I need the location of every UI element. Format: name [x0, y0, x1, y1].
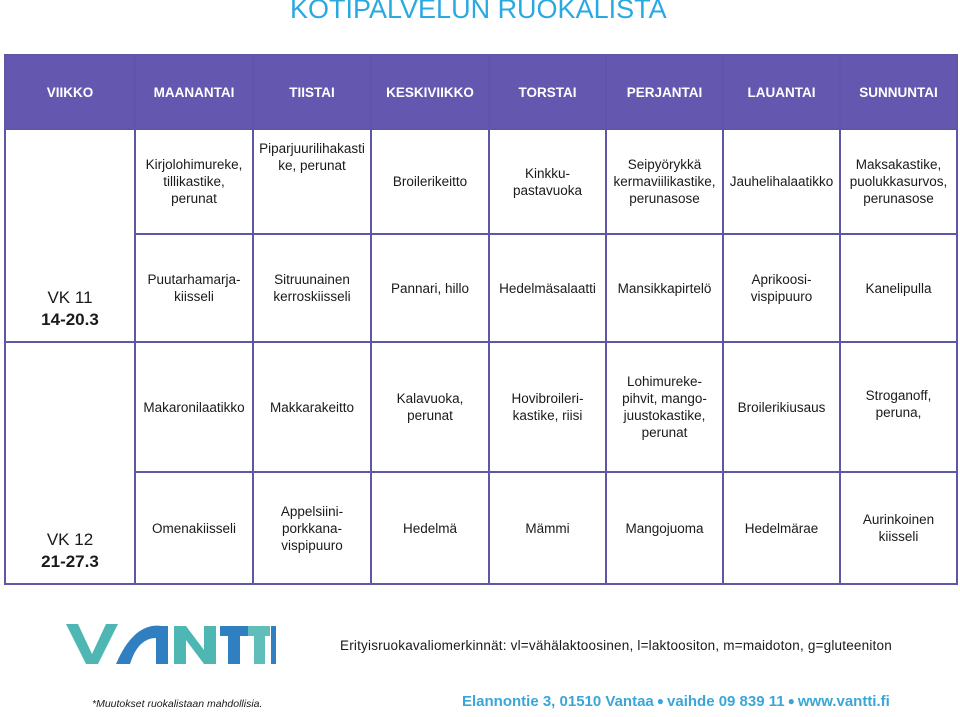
dessert-text: Hedelmäsalaatti [499, 280, 596, 296]
main-dish-mon [135, 342, 253, 472]
main-dish-tue [253, 342, 371, 472]
dessert-mon [135, 472, 253, 584]
dessert-wed [371, 234, 489, 342]
header-row [5, 55, 957, 129]
dessert-text: Hedelmä [402, 520, 458, 536]
dessert-text: Mansikkapirtelö [617, 280, 712, 296]
dish-text: Seipyörykkä kermaviilikastike, perunasose [613, 157, 716, 206]
dessert-text: Mämmi [525, 520, 570, 536]
dessert-sat [723, 472, 840, 584]
dish-text: Broilerikiusaus [737, 399, 826, 415]
dessert-text: Omenakiisseli [151, 520, 237, 536]
dish-text: Kirjolohimureke, tillikastike, perunat [145, 157, 243, 206]
week-11-cell [5, 129, 135, 342]
dessert-text: Mangojuoma [625, 520, 704, 536]
dish-text: Kalavuoka, perunat [396, 391, 464, 423]
address-website[interactable]: www.vantti.fi [797, 693, 890, 710]
header-saturday: LAUANTAI [723, 55, 840, 129]
dish-text: Lohimureke- pihvit, mango- juustokastike, perunat [622, 374, 707, 440]
week-11-dessert-row [5, 234, 957, 342]
dessert-fri [606, 234, 723, 342]
week-12-cell [5, 342, 135, 584]
main-dish-sat [723, 129, 840, 234]
dessert-thu [489, 472, 606, 584]
dish-text: Broilerikeitto [392, 174, 468, 189]
week-range: 14-20.3 [41, 310, 99, 329]
contact-address [462, 693, 890, 710]
main-dish-mon [135, 129, 253, 234]
header-week: VIIKKO [5, 55, 135, 129]
dessert-text: Aprikoosi- vispipuuro [750, 272, 813, 304]
week-number: VK 11 [47, 288, 93, 307]
header-friday: PERJANTAI [606, 55, 723, 129]
week-11-main-row [5, 129, 957, 234]
header-tuesday: TIISTAI [253, 55, 371, 129]
main-dish-tue [253, 129, 371, 234]
dish-text: Makkarakeitto [269, 399, 355, 415]
main-dish-thu [489, 129, 606, 234]
dessert-sun [840, 234, 957, 342]
dessert-mon [135, 234, 253, 342]
main-dish-sat [723, 342, 840, 472]
main-dish-thu [489, 342, 606, 472]
dessert-fri [606, 472, 723, 584]
bullet-icon: ● [787, 694, 795, 708]
bullet-icon: ● [656, 694, 665, 708]
address-street: Elannontie 3, 01510 Vantaa [462, 693, 654, 710]
dessert-text: Sitruunainen kerroskiisseli [273, 272, 351, 304]
diet-legend: Erityisruokavaliomerkinnät: vl=vähälaktoosinen, l=laktoositon, m=maidoton, g=gluteeniton [340, 638, 892, 653]
address-phone: vaihde 09 839 11 [667, 693, 785, 710]
dessert-wed [371, 472, 489, 584]
dessert-text: Appelsiini- porkkana- vispipuuro [280, 503, 344, 553]
dish-text: Hovibroileri- kastike, riisi [511, 391, 584, 423]
header-wednesday: KESKIVIIKKO [371, 55, 489, 129]
dish-text: Maksakastike, puolukkasurvos, perunasose [849, 157, 948, 206]
dessert-thu [489, 234, 606, 342]
dessert-tue [253, 234, 371, 342]
dessert-sun [840, 472, 957, 584]
dish-text: Kinkku- pastavuoka [512, 165, 583, 198]
dessert-text: Pannari, hillo [390, 280, 470, 296]
week-12-main-row [5, 342, 957, 472]
header-thursday: TORSTAI [489, 55, 606, 129]
vantti-logo [64, 616, 276, 670]
dessert-text: Hedelmärae [744, 520, 819, 536]
page-title: KOTIPALVELUN RUOKALISTA [290, 0, 667, 24]
header-sunday: SUNNUNTAI [840, 55, 957, 129]
dessert-text: Puutarhamarja- kiisseli [147, 272, 241, 304]
header-monday: MAANANTAI [135, 55, 253, 129]
dish-text: Makaronilaatikko [143, 399, 245, 415]
dessert-sat [723, 234, 840, 342]
main-dish-wed [371, 129, 489, 234]
dish-text: Jauhelihalaatikko [729, 174, 834, 189]
main-dish-wed [371, 342, 489, 472]
dessert-tue [253, 472, 371, 584]
main-dish-fri [606, 342, 723, 472]
dessert-text: Kanelipulla [865, 280, 932, 296]
menu-table [4, 54, 958, 585]
main-dish-fri [606, 129, 723, 234]
main-dish-sun [840, 342, 957, 472]
week-number: VK 12 [46, 530, 94, 549]
dish-text: Piparjuurilihakasti ke, perunat [259, 141, 365, 173]
main-dish-sun [840, 129, 957, 234]
dessert-text: Aurinkoinen kiisseli [862, 512, 935, 544]
week-range: 21-27.3 [41, 552, 99, 571]
week-12-dessert-row [5, 472, 957, 584]
dish-text: Stroganoff, peruna, [865, 388, 932, 420]
disclaimer: *Muutokset ruokalistaan mahdollisia. [92, 698, 263, 710]
